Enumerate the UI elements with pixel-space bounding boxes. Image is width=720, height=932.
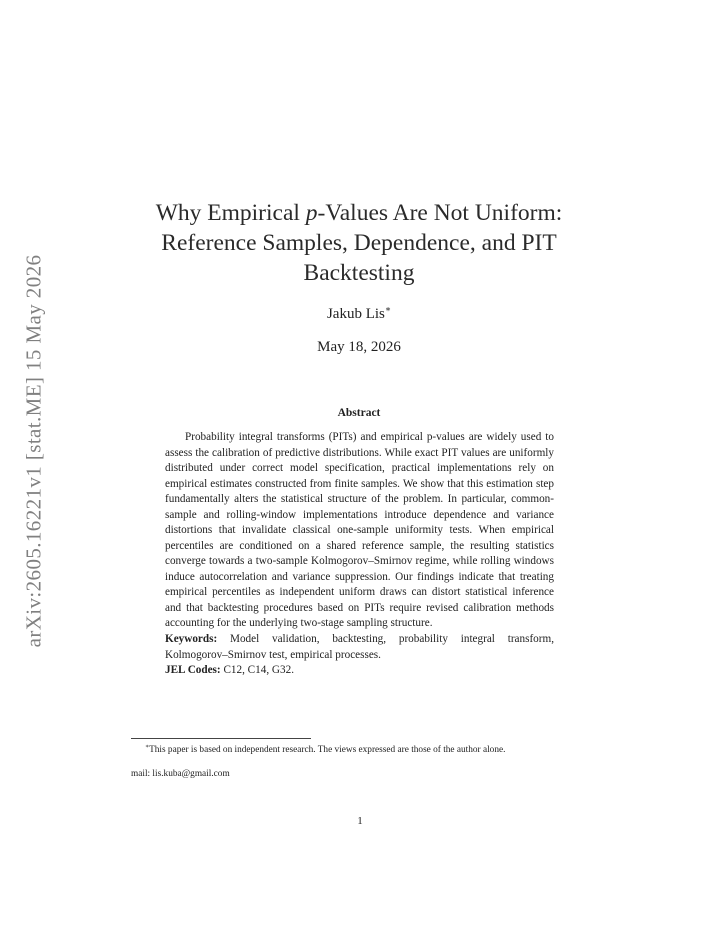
title-italic-p: p [305,200,318,226]
jel-text: C12, C14, G32. [223,664,294,676]
author-footnote-mark: ∗ [384,304,392,314]
arxiv-sidebar [14,246,54,656]
title-line-3: Backtesting [303,260,415,286]
jel-codes [165,663,554,679]
title-prefix: Why Empirical [155,200,306,226]
keywords-label: Keywords: [165,633,218,645]
page-number: 1 [357,815,363,827]
abstract-text: Probability integral transforms (PITs) and empirical p-values are widely used to assess the calibration of predictive distributions. While exact PIT values are uniformly distributed under correct model specification, practical implementations rely on empirical estimates constructed from finite samples. We show that this estimation step fundamentally alters the statistical structure of the problem. In particular, common-sample and rolling-window implementations introduce dependence and variance distortions that invalidate classical one-sample uniformity tests. When empirical percentiles are conditioned on a shared reference sample, the resulting statistics converge towards a two-sample Kolmogorov–Smirnov regime, while rolling windows induce autocorrelation and variance suppression. Our findings indicate that treating empirical percentiles as independent uniform draws can distort statistical inference and that backtesting procedures based on PITs require revised calibration methods accounting for the underlying two-stage sampling structure. [165,431,554,629]
title-line-2: Reference Samples, Dependence, and PIT [161,230,557,256]
footnote [131,741,591,758]
author-email: mail: lis.kuba@gmail.com [131,769,230,779]
author-name: Jakub Lis [326,306,385,322]
footnote-divider [131,738,311,739]
jel-label: JEL Codes: [165,664,221,676]
footnote-mark: ∗ [145,744,150,750]
title-line-1-rest: -Values Are Not Uniform: [317,200,563,226]
footnote-text: This paper is based on independent research. The views expressed are those of the author alone. [149,745,506,756]
paper-title [120,198,598,288]
title-line-1 [120,198,598,228]
author [120,304,598,323]
arxiv-identifier: arXiv:2605.16221v1 [stat.ME] 15 May 2026 [21,254,46,648]
abstract-heading: Abstract [337,407,381,419]
keywords [165,632,554,663]
publication-date: May 18, 2026 [317,339,401,355]
keywords-text: Model validation, backtesting, probability integral transform, Kolmogorov–Smirnov test, empirical processes. [165,633,555,661]
